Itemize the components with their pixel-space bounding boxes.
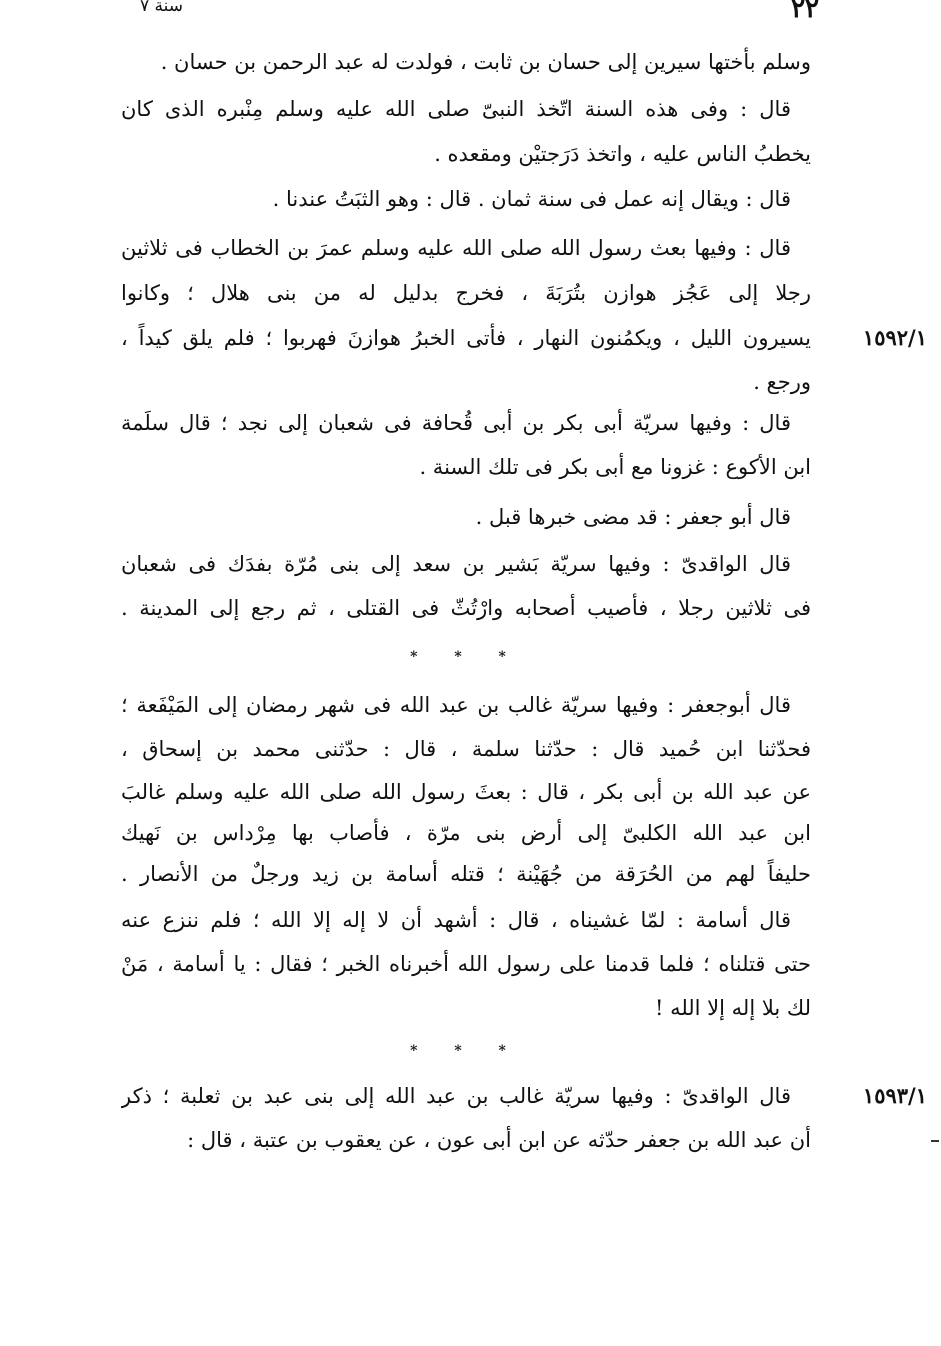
text-line: حليفاً لهم من الحُرَقة من جُهَيْنة ؛ قتله أسامة بن زيد ورجلٌ من الأنصار . [121, 862, 811, 886]
text-line: قال الواقدىّ : وفيها سريّة غالب بن عبد الله إلى بنى عبد بن ثعلبة ؛ ذكر [121, 1084, 791, 1108]
text-line: فى ثلاثين رجلا ، فأصيب أصحابه وارْتُثّ فى القتلى ، ثم رجع إلى المدينة . [121, 596, 811, 620]
text-line: أن عبد الله بن جعفر حدّثه عن ابن أبى عون ، عن يعقوب بن عتبة ، قال : [187, 1128, 811, 1152]
text-line: يخطبُ الناس عليه ، واتخذ دَرَجتيْن ومقعده . [434, 142, 811, 166]
text-line: حتى قتلناه ؛ فلما قدمنا على رسول الله أخبرناه الخبر ؛ فقال : يا أسامة ، مَنْ [121, 952, 811, 976]
section-separator: * * * [410, 649, 522, 665]
scan-edge-mark [931, 1140, 939, 1142]
text-line: قال : ويقال إنه عمل فى سنة ثمان . قال : وهو الثبَتُ عندنا . [272, 187, 791, 211]
text-line: ابن عبد الله الكلبىّ إلى أرض بنى مرّة ، فأصاب بها مِرْداس بن نَهيك [121, 821, 811, 845]
running-header-year: سنة ٧ [140, 0, 184, 16]
text-line: قال أسامة : لمّا غشيناه ، قال : أشهد أن لا إله إلا الله ؛ فلم ننزع عنه [121, 908, 791, 932]
text-line: فحدّثنا ابن حُميد قال : حدّثنا سلمة ، قال : حدّثنى محمد بن إسحاق ، [121, 737, 811, 761]
page-number: ٢٢ [791, 0, 819, 24]
text-line: لك بلا إله إلا الله ! [654, 996, 811, 1020]
text-line: قال : وفيها بعث رسول الله صلى الله عليه وسلم عمرَ بن الخطاب فى ثلاثين [121, 236, 791, 260]
text-line: ورجع . [753, 370, 811, 394]
text-line: قال الواقدىّ : وفيها سريّة بَشير بن سعد إلى بنى مُرّة بفدَك فى شعبان [121, 552, 791, 576]
text-line: قال أبوجعفر : وفيها سريّة غالب بن عبد الله فى شهر رمضان إلى المَيْفَعة ؛ [121, 693, 791, 717]
text-line: قال أبو جعفر : قد مضى خبرها قبل . [475, 505, 791, 529]
text-line: ابن الأكوع : غزونا مع أبى بكر فى تلك السنة . [419, 455, 811, 479]
text-line: قال : وفيها سريّة أبى بكر بن أبى قُحافة فى شعبان إلى نجد ؛ قال سلَمة [121, 411, 791, 435]
text-line: قال : وفى هذه السنة اتّخذ النبىّ صلى الله عليه وسلم مِنْبره الذى كان [121, 97, 791, 121]
margin-reference: ١٥٩٣/١ [862, 1083, 927, 1108]
text-line: يسيرون الليل ، ويكمُنون النهار ، فأتى الخبرُ هوازنَ فهربوا ؛ فلم يلق كيداً ، [121, 326, 811, 350]
text-line: عن عبد الله بن أبى بكر ، قال : بعثَ رسول الله صلى الله عليه وسلم غالبَ [121, 780, 811, 804]
text-line: وسلم بأختها سيرين إلى حسان بن ثابت ، فولدت له عبد الرحمن بن حسان . [160, 50, 811, 74]
margin-reference: ١٥٩٢/١ [862, 325, 927, 350]
text-line: رجلا إلى عَجُز هوازن بتُرَبَةَ ، فخرج بدليل له من بنى هلال ؛ وكانوا [121, 281, 811, 305]
section-separator: * * * [410, 1043, 522, 1059]
